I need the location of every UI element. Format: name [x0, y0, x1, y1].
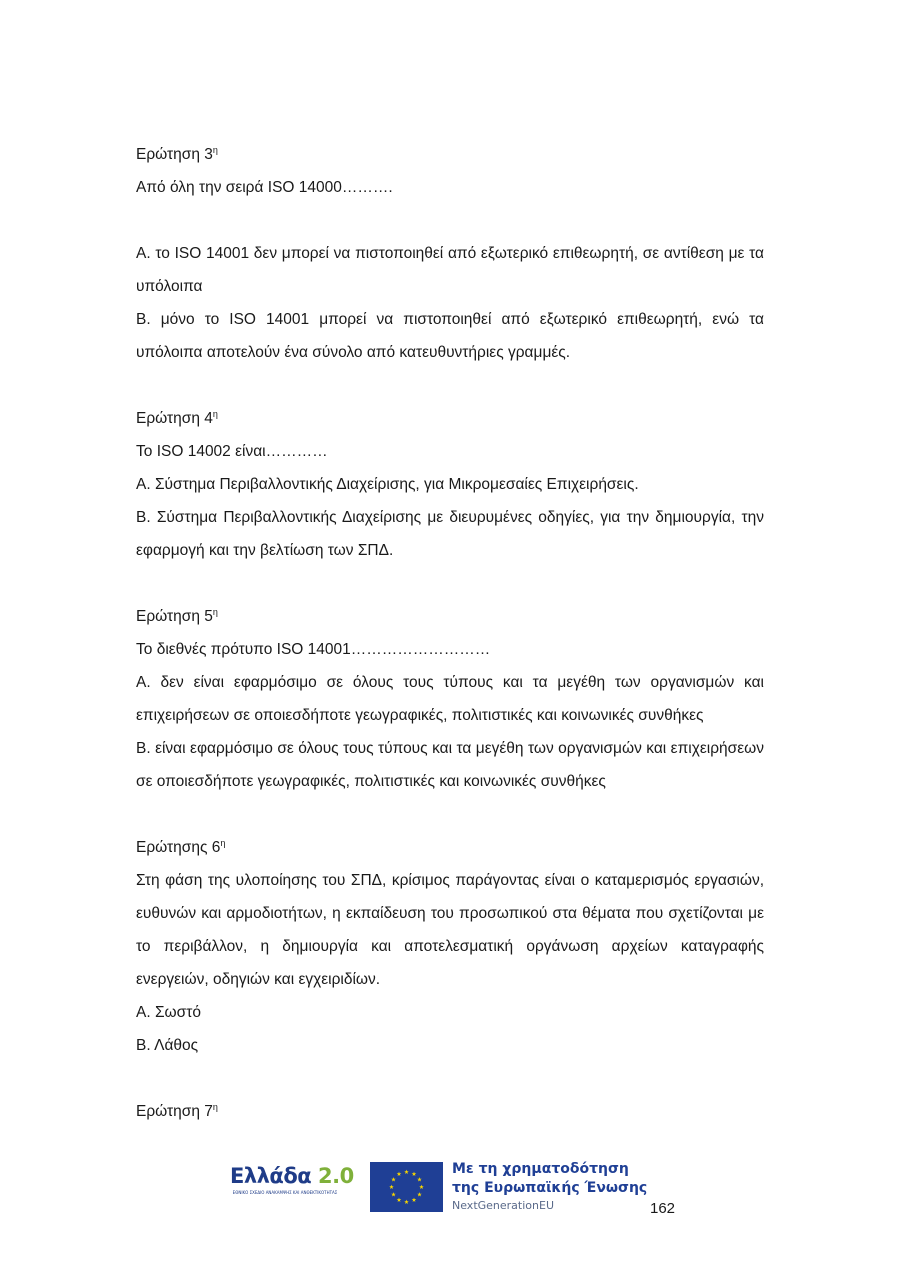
question-6-answer-a: Α. Σωστό [136, 1004, 201, 1021]
question-3-answer-b: Β. μόνο το ISO 14001 μπορεί να πιστοποιηθεί από εξωτερικό επιθεωρητή, ενώ τα υπόλοιπα αποτελούν ένα σύνολο από κατευθυντήριες γραμμές. [136, 311, 764, 361]
eu-flag-stars [370, 1162, 443, 1212]
eu-star-icon [412, 1198, 417, 1202]
page-number: 162 [650, 1200, 676, 1217]
eu-funding-line-2: της Ευρωπαϊκής Ένωσης [452, 1180, 648, 1196]
greece-2-0-logo [230, 1164, 354, 1212]
question-3-title: Ερώτηση $3^\eta$ [136, 145, 218, 163]
question-5-prompt: Το διεθνές πρότυπο ISO 14001……………………… [136, 641, 491, 658]
eu-star-icon [391, 1177, 396, 1181]
question-7-title: Ερώτηση $7^\eta$ [136, 1102, 218, 1120]
eu-star-icon [417, 1177, 422, 1181]
greece-logo-subtitle: ΕΘΝΙΚΟ ΣΧΕΔΙΟ ΑΝΑΚΑΜΨΗΣ ΚΑΙ ΑΝΘΕΚΤΙΚΟΤΗΤΑΣ [232, 1190, 338, 1195]
question-4-title: Ερώτηση $4^\eta$ [136, 409, 218, 427]
eu-star-icon [417, 1192, 422, 1196]
eu-star-icon [397, 1198, 402, 1202]
question-6-answer-b: Β. Λάθος [136, 1037, 199, 1054]
greece-logo-wordmark: Ελλάδα 2.0 [230, 1164, 354, 1188]
question-3-prompt: Από όλη την σειρά ISO 14000………. [136, 179, 393, 196]
eu-flag-icon [370, 1162, 443, 1212]
question-5-answer-a: Α. δεν είναι εφαρμόσιμο σε όλους τους τύπους και τα μεγέθη των οργανισμών και επιχειρήσεων σε οποιεσδήποτε γεωγραφικές, πολιτιστικές και κοινωνικές συνθήκες [136, 674, 764, 724]
eu-star-icon [412, 1172, 417, 1176]
eu-star-icon [389, 1185, 394, 1189]
question-3-answer-a: Α. το ISO 14001 δεν μπορεί να πιστοποιηθεί από εξωτερικό επιθεωρητή, σε αντίθεση με τα υπόλοιπα [136, 245, 764, 295]
question-6-prompt: Στη φάση της υλοποίησης του ΣΠΔ, κρίσιμος παράγοντας είναι ο καταμερισμός εργασιών, ευθυνών και αρμοδιοτήτων, η εκπαίδευση του προσωπικού στα θέματα που σχετίζονται με το περιβάλλον, η δημιουργία και αποτελεσματική οργάνωση αρχείων καταγραφής ενεργειών, οδηγιών και εγχειριδίων. [136, 872, 764, 988]
question-4-answer-a: Α. Σύστημα Περιβαλλοντικής Διαχείρισης, για Μικρομεσαίες Επιχειρήσεις. [136, 476, 639, 493]
next-generation-eu-label: NextGenerationEU [452, 1199, 554, 1212]
page-content [136, 138, 764, 1128]
eu-star-icon [404, 1170, 409, 1174]
eu-star-icon [404, 1200, 409, 1204]
eu-star-icon [397, 1172, 402, 1176]
eu-star-icon [419, 1185, 424, 1189]
question-4-prompt: Το ISO 14002 είναι………… [136, 443, 328, 460]
question-6-title: Ερώτησης $6^\eta$ [136, 838, 226, 856]
eu-star-icon [391, 1192, 396, 1196]
question-4-answer-b: Β. Σύστημα Περιβαλλοντικής Διαχείρισης με διευρυμένες οδηγίες, για την δημιουργία, την εφαρμογή και την βελτίωση των ΣΠΔ. [136, 509, 764, 559]
question-5-title: Ερώτηση $5^\eta$ [136, 607, 218, 625]
question-5-answer-b: Β. είναι εφαρμόσιμο σε όλους τους τύπους και τα μεγέθη των οργανισμών και επιχειρήσεων σε οποιεσδήποτε γεωγραφικές, πολιτιστικές και κοινωνικές συνθήκες [136, 740, 764, 790]
page-footer [0, 1158, 900, 1228]
eu-funding-line-1: Με τη χρηματοδότηση [452, 1161, 629, 1177]
eu-funding-text [452, 1160, 652, 1213]
